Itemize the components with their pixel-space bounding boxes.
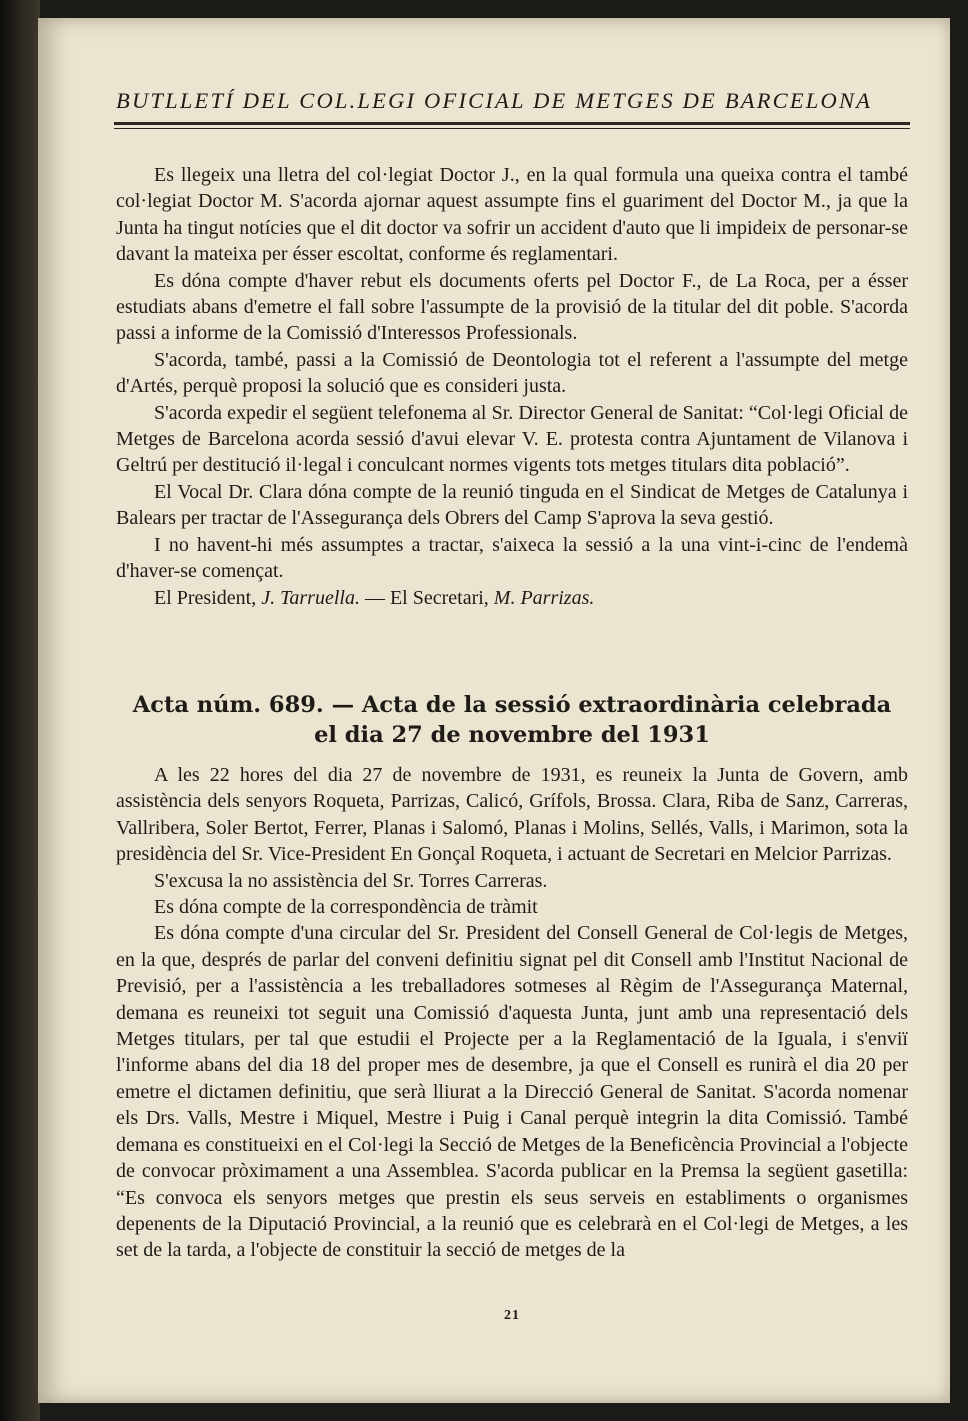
president-label: El President,	[154, 586, 257, 609]
president-name: J. Tarruella.	[261, 586, 360, 609]
secretary-label: El Secretari,	[389, 586, 489, 609]
paragraph: Es dóna compte d'haver rebut els documents oferts pel Doctor F., de La Roca, per a ésser estudiats abans d'emetre el fall sobre l'assumpte de la provisió de la titular del dit poble. S'acorda passi a informe de la Comissió d'Interessos Professionals.	[116, 269, 908, 345]
signature-line	[116, 585, 908, 611]
paragraph: S'acorda, també, passi a la Comissió de Deontologia tot el referent a l'assumpte del metge d'Artés, perquè proposi la solució que es consideri justa.	[116, 348, 908, 398]
section-heading	[116, 690, 908, 750]
minutes-extraordinary-session	[116, 762, 908, 1264]
document-page	[38, 18, 950, 1403]
paragraph: S'acorda expedir el següent telefonema al Sr. Director General de Sanitat: “Col·legi Oficial de Metges de Barcelona acorda sessió d'avui elevar V. E. protesta contra Ajuntament de Vilanova i Geltrú per destitució il·legal i conculcant normes vigents tots metges titulars dita població”.	[116, 401, 908, 477]
header-rule-thick	[114, 122, 910, 125]
page-number: 21	[504, 1308, 520, 1323]
minutes-previous-session	[116, 162, 908, 611]
paragraph: I no havent-hi més assumptes a tractar, s'aixeca la sessió a la una vint-i-cinc de l'endemà d'haver-se començat.	[116, 533, 908, 583]
paragraph: El Vocal Dr. Clara dóna compte de la reunió tinguda en el Sindicat de Metges de Catalunya i Balears per tractar de l'Assegurança dels Obrers del Camp S'aprova la seva gestió.	[116, 480, 908, 530]
scan-binding-edge	[0, 0, 40, 1421]
paragraph: S'excusa la no assistència del Sr. Torres Carreras.	[154, 869, 548, 892]
secretary-name: M. Parrizas.	[493, 586, 595, 609]
paragraph: A les 22 hores del dia 27 de novembre de 1931, es reuneix la Junta de Govern, amb assistència dels senyors Roqueta, Parrizas, Calicó, Grífols, Brossa. Clara, Riba de Sanz, Carreras, Vallribera, Soler Bertot, Ferrer, Planas i Salomó, Planas i Molins, Sellés, Valls, i Marimon, sota la presidència del Sr. Vice-President En Gonçal Roqueta, i actuant de Secretari en Melcior Parrizas.	[116, 764, 908, 866]
paragraph: Es dóna compte de la correspondència de tràmit	[154, 896, 538, 919]
heading-line-1: Acta núm. 689. — Acta de la sessió extraordinària celebrada	[132, 692, 892, 718]
signature-separator: —	[364, 586, 385, 609]
heading-line-2: el dia 27 de novembre del 1931	[314, 722, 710, 748]
paragraph: Es dóna compte d'una circular del Sr. President del Consell General de Col·legis de Metges, en la que, després de parlar del conveni definitiu signat pel dit Consell amb l'Institut Nacional de Previsió, per a l'assistència a les treballadores sotmeses al Règim de l'Assegurança Maternal, demana es reuneixi tot seguit una Comissió d'aquesta Junta, junt amb una representació dels Metges titulars, per tal que estudii el Projecte per a la Reglamentació de la Iguala, i s'enviï l'informe abans del dia 18 del proper mes de desembre, ja que el Consell es runirà el dia 20 per emetre el dictamen definitiu, que serà lliurat a la Direcció General de Sanitat. S'acorda nomenar els Drs. Valls, Mestre i Miquel, Mestre i Puig i Canal perquè integrin la dita Comissió. També demana es constitueixi en el Col·legi la Secció de Metges de la Beneficència Provincial a l'objecte de convocar pròximament a una Assemblea. S'acorda publicar en la Premsa la següent gasetilla: “Es convoca els senyors metges que prestin els seus serveis en establiments o organismes depenents de la Diputació Provincial, a la reunió que es celebrarà en el Col·legi de Metges, a les set de la tarda, a l'objecte de constituir la secció de metges de la	[116, 922, 908, 1262]
header-rule-thin	[114, 128, 910, 129]
paragraph: Es llegeix una lletra del col·legiat Doctor J., en la qual formula una queixa contra el també col·legiat Doctor M. S'acorda ajornar aquest assumpte fins el guariment del Doctor M., ja que la Junta ha tingut notícies que el dit doctor va sofrir un accident d'auto que li impideix de personar-se davant la mateixa per ésser escoltat, conforme és reglamentari.	[116, 164, 908, 266]
running-head: BUTLLETÍ DEL COL.LEGI OFICIAL DE METGES DE BARCELONA	[116, 88, 873, 113]
